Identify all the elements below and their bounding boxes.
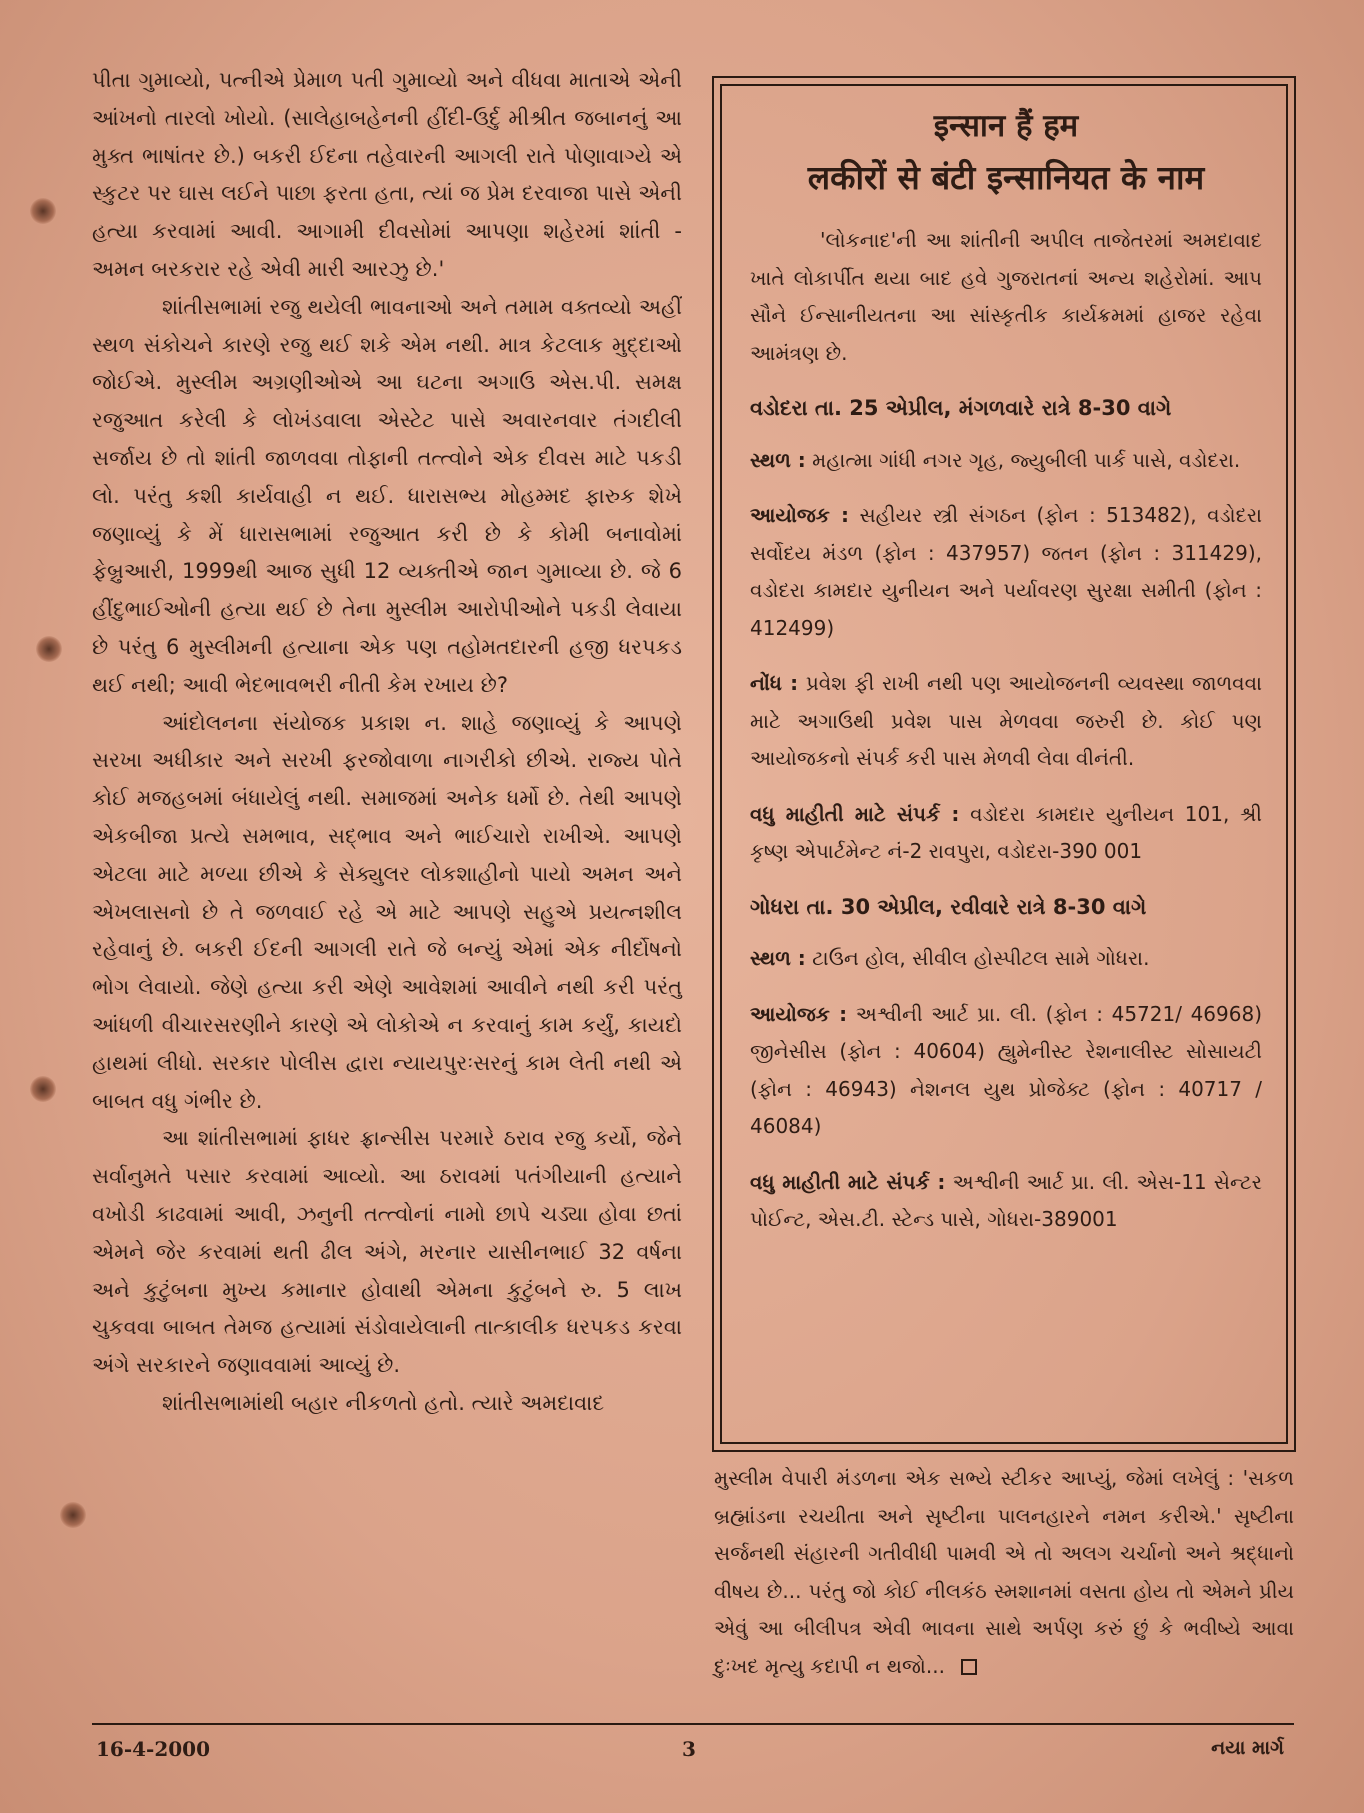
event-contact xyxy=(750,1164,1262,1239)
organiser-label: આયોજક : xyxy=(750,1001,848,1026)
footer-divider xyxy=(92,1723,1294,1725)
contact-text: વડોદરા કામદાર યુનીયન 101, શ્રી કૃષ્ણ એપાર્ટમેન્ટ નં-2 રાવપુરા, વડોદરા-390 001 xyxy=(750,801,1263,863)
article-paragraph: શાંતીસભામાંથી બહાર નીકળતો હતો. ત્યારે અમદાવાદ xyxy=(162,1390,605,1415)
event-organisers xyxy=(750,996,1262,1146)
article-paragraph: પીતા ગુમાવ્યો, પત્નીએ પ્રેમાળ પતી ગુમાવ્યો અને વીધવા માતાએ એની આંખનો તારલો ખોયો. (સાલેહાબહેનની હીંદી-ઉર્દુ મીશ્રીત જબાનનું આ મુક્ત ભાષાંતર છે.) બકરી ઈદના તહેવારની આગલી રાતે પોણાવાગ્યે એ સ્કુટર પર ઘાસ લઈને પાછા ફરતા હતા, ત્યાં જ પ્રેમ દરવાજા પાસે એની હત્યા કરવામાં આવી. આગામી દીવસોમાં આપણા શહેરમાં શાંતી - અમન બરકરાર રહે એવી મારી આરઝુ છે.' xyxy=(92,68,682,281)
venue-label: સ્થળ : xyxy=(750,447,806,472)
event-venue xyxy=(750,940,1262,978)
contact-label: વધુ માહીતી માટે સંપર્ક : xyxy=(750,1169,946,1194)
organiser-label: આયોજક : xyxy=(750,503,849,527)
notice-title: इन्सान हैं हम xyxy=(933,108,1079,144)
event-date-godhra: ગોધરા તા. 30 એપ્રીલ, રવીવારે રાત્રે 8-30 વાગે xyxy=(750,894,1147,919)
article-paragraph: આંદોલનના સંયોજક પ્રકાશ ન. શાહે જણાવ્યું કે આપણે સરખા અધીકાર અને સરખી ફરજોવાળા નાગરીકો છીએ. રાજ્ય પોતે કોઈ મજહબમાં બંધાયેલું નથી. સમાજમાં અનેક ધર્મો છે. તેથી આપણે એકબીજા પ્રત્યે સમભાવ, સદ્ભાવ અને ભાઈચારો રાખીએ. આપણે એટલા માટે મળ્યા છીએ કે સેક્યુલર લોકશાહીનો પાયો અમન અને એખલાસનો છે તે જળવાઈ રહે એ માટે આપણે સહુએ પ્રયત્નશીલ રહેવાનું છે. બકરી ઈદની આગલી રાતે જે બન્યું એમાં એક નીર્દોષનો ભોગ લેવાયો. જેણે હત્યા કરી એણે આવેશમાં આવીને નથી કરી પરંતુ આંધળી વીચારસરણીને કારણે એ લોકોએ ન કરવાનું કામ કર્યું, કાયદો હાથમાં લીધો. સરકાર પોલીસ દ્વારા ન્યાયપુરઃસરનું કામ લેતી નથી એ બાબત વધુ ગંભીર છે. xyxy=(92,710,682,1113)
end-of-article-square-icon xyxy=(961,1659,977,1675)
event-note xyxy=(750,665,1262,778)
paper-damage-mark xyxy=(36,636,62,662)
article-paragraph: આ શાંતીસભામાં ફાધર ફ્રાન્સીસ પરમારે ઠરાવ રજુ કર્યો, જેને સર્વાનુમતે પસાર કરવામાં આવ્યો. આ ઠરાવમાં પતંગીયાની હત્યાને વખોડી કાઢવામાં આવી, ઝનુની તત્ત્વોનાં નામો છાપે ચડ્યા હોવા છતાં એમને જેર કરવામાં થતી ઢીલ અંગે, મરનાર યાસીનભાઈ 32 વર્ષના અને કુટુંબના મુખ્ય કમાનાર હોવાથી એમના કુટુંબને રુ. 5 લાખ ચુકવવા બાબત તેમજ હત્યામાં સંડોવાયેલાની તાત્કાલીક ધરપકડ કરવા અંગે સરકારને જણાવવામાં આવ્યું છે. xyxy=(92,1126,682,1378)
contact-label: વધુ માહીતી માટે સંપર્ક : xyxy=(750,801,960,826)
note-label: નોંધ : xyxy=(750,671,799,695)
article-paragraph: શાંતીસભામાં રજુ થયેલી ભાવનાઓ અને તમામ વક્તવ્યો અહીં સ્થળ સંકોચને કારણે રજુ થઈ શકે એમ નથી. માત્ર કેટલાક મુદ્દાઓ જોઈએ. મુસ્લીમ અગ્રણીઓએ આ ઘટના અગાઉ એસ.પી. સમક્ષ રજુઆત કરેલી કે લોખંડવાલા એસ્ટેટ પાસે અવારનવાર તંગદીલી સર્જાય છે તો શાંતી જાળવવા તોફાની તત્ત્વોને એક દીવસ માટે પકડી લો. પરંતુ કશી કાર્યવાહી ન થઈ. ધારાસભ્ય મોહમ્મદ ફારુક શેખે જણાવ્યું કે મેં ધારાસભામાં રજુઆત કરી છે કે કોમી બનાવોમાં ફેબ્રુઆરી, 1999થી આજ સુધી 12 વ્યક્તીએ જાન ગુમાવ્યા છે. જે 6 હીંદુભાઈઓની હત્યા થઈ છે તેના મુસ્લીમ આરોપીઓને પકડી લેવાયા છે પરંતુ 6 મુસ્લીમની હત્યાના એક પણ તહોમતદારની હજી ધરપકડ થઈ નથી; આવી ભેદભાવભરી નીતી કેમ રખાય છે? xyxy=(92,294,682,697)
tail-text: મુસ્લીમ વેપારી મંડળના એક સભ્યે સ્ટીકર આપ્યું, જેમાં લખેલું : 'સકળ બ્રહ્માંડના રચયીતા અને સૃષ્ટીના પાલનહારને નમન કરીએ.' સૃષ્ટીના સર્જનથી સંહારની ગતીવીધી પામવી એ તો અલગ ચર્ચાનો અને શ્રદ્ધાનો વીષય છે... પરંતુ જો કોઈ નીલકંઠ સ્મશાનમાં વસતા હોય તો એમને પ્રીય એવું આ બીલીપત્ર એવી ભાવના સાથે અર્પણ કરું છું કે ભવીષ્યે આવા દુઃખદ મૃત્યુ કદાપી ન થજો... xyxy=(714,1466,1294,1678)
organiser-text: સહીયર સ્ત્રી સંગઠન (ફોન : 513482), વડોદરા સર્વોદય મંડળ (ફોન : 437957) જતન (ફોન : 311429), વડોદરા કામદાર યુનીયન અને પર્યાવરણ સુરક્ષા સમીતી (ફોન : 412499) xyxy=(750,503,1263,640)
paper-damage-mark xyxy=(30,198,56,224)
organiser-text: અશ્વીની આર્ટ પ્રા. લી. (ફોન : 45721/ 46968) જીનેસીસ (ફોન : 40604) હ્યુમેનીસ્ટ રેશનાલીસ્ટ સોસાયટી (ફોન : 46943) નેશનલ યુથ પ્રોજેક્ટ (ફોન : 40717 / 46084) xyxy=(750,1001,1263,1138)
right-article-tail xyxy=(714,1460,1294,1685)
notice-intro: 'લોકનાદ'ની આ શાંતીની અપીલ તાજેતરમાં અમદાવાદ ખાતે લોકાર્પીત થયા બાદ હવે ગુજરાતનાં અન્ય શહેરોમાં. આપ સૌને ઈન્સાનીયતના આ સાંસ્કૃતીક કાર્યક્રમમાં હાજર રહેવા આમંત્રણ છે. xyxy=(750,228,1262,365)
notice-subtitle: लकीरों से बंटी इन्सानियत के नाम xyxy=(807,158,1205,197)
event-date-vadodara: વડોદરા તા. 25 એપ્રીલ, મંગળવારે રાત્રે 8-30 વાગે xyxy=(750,396,1172,420)
paper-damage-mark xyxy=(30,1076,56,1102)
publication-name: નયા માર્ગ xyxy=(1211,1737,1284,1759)
event-organisers xyxy=(750,497,1262,647)
venue-text: મહાત્મા ગાંધી નગર ગૃહ, જ્યુબીલી પાર્ક પાસે, વડોદરા. xyxy=(812,447,1241,472)
note-text: પ્રવેશ ફી રાખી નથી પણ આયોજનની વ્યવસ્થા જાળવવા માટે અગાઉથી પ્રવેશ પાસ મેળવવા જરુરી છે. કોઈ પણ આયોજકનો સંપર્ક કરી પાસ મેળવી લેવા વીનંતી. xyxy=(750,671,1263,770)
contact-text: અશ્વીની આર્ટ પ્રા. લી. એસ-11 સેન્ટર પોઈન્ટ, એસ.ટી. સ્ટેન્ડ પાસે, ગોધરા-389001 xyxy=(750,1169,1263,1231)
paper-damage-mark xyxy=(60,1502,86,1528)
event-venue xyxy=(750,442,1262,480)
page-number: 3 xyxy=(682,1737,696,1761)
footer-date: 16-4-2000 xyxy=(96,1737,211,1761)
venue-label: સ્થળ : xyxy=(750,946,806,970)
venue-text: ટાઉન હોલ, સીવીલ હોસ્પીટલ સામે ગોધરા. xyxy=(812,946,1150,970)
left-article-column xyxy=(92,62,682,1423)
event-contact xyxy=(750,796,1262,871)
event-notice-inner xyxy=(720,84,1288,1444)
event-notice-box xyxy=(712,76,1296,1452)
